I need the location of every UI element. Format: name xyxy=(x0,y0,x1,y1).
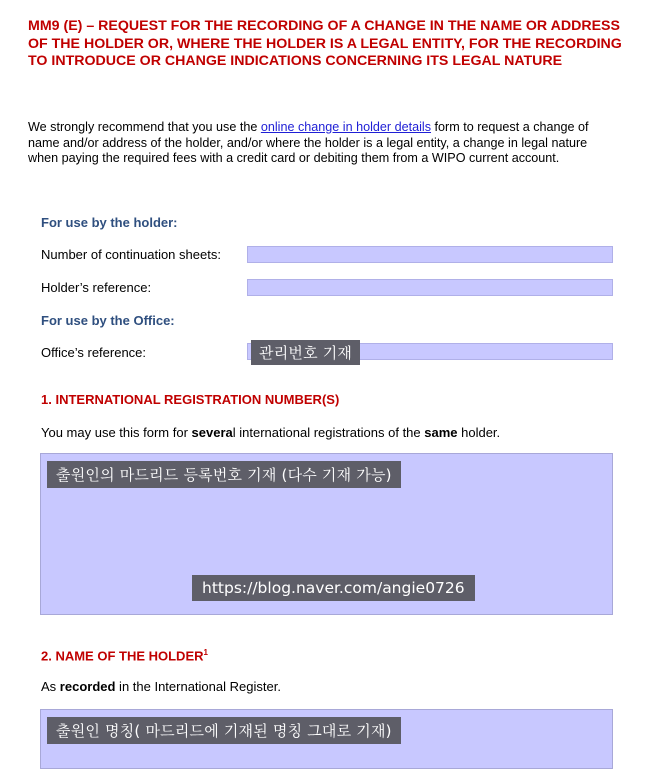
holder-reference-field[interactable] xyxy=(247,279,613,296)
intro-text-before: We strongly recommend that you use the xyxy=(28,120,261,134)
form-title: MM9 (E) – REQUEST FOR THE RECORDING OF A CHANGE IN THE NAME OR ADDRESS OF THE HOLDER OR, WHERE THE HOLDER IS A LEGAL ENTITY, FOR THE RECORDING TO INTRODUCE OR CHANGE INDICATIONS CONCERNING ITS LEGAL NATURE xyxy=(28,18,622,69)
office-reference-annotation: 관리번호 기재 xyxy=(251,340,360,365)
section2-heading: 2. NAME OF THE HOLDER$^1$ xyxy=(41,648,208,664)
intro-text-after: form to request a change of name and/or address of the holder, and/or where the holder is a legal entity, a change in legal nature when paying the required fees with a credit card or debiting them from a WIPO current account. xyxy=(28,120,589,165)
online-change-link[interactable]: online change in holder details xyxy=(260,120,432,134)
section1-instructions: You may use this form for several international registrations of the same holder. xyxy=(41,425,501,440)
registration-numbers-annotation: 출원인의 마드리드 등록번호 기재 (다수 기재 가능) xyxy=(47,461,401,488)
intro-paragraph xyxy=(28,120,618,167)
holder-reference-label: Holder’s reference: xyxy=(41,280,152,295)
footnote-marker: 1 xyxy=(203,648,208,657)
section1-heading: 1. INTERNATIONAL REGISTRATION NUMBER(S) xyxy=(41,392,340,407)
office-reference-label: Office’s reference: xyxy=(41,345,147,360)
holder-use-heading: For use by the holder: xyxy=(41,215,178,230)
holder-name-annotation: 출원인 명칭( 마드리드에 기재된 명칭 그대로 기재) xyxy=(47,717,401,744)
office-use-heading: For use by the Office: xyxy=(41,313,175,328)
continuation-sheets-label: Number of continuation sheets: xyxy=(41,247,221,262)
blog-watermark: https://blog.naver.com/angie0726 xyxy=(192,575,475,601)
continuation-sheets-field[interactable] xyxy=(247,246,613,263)
section2-instructions: As recorded in the International Register. xyxy=(41,679,281,694)
